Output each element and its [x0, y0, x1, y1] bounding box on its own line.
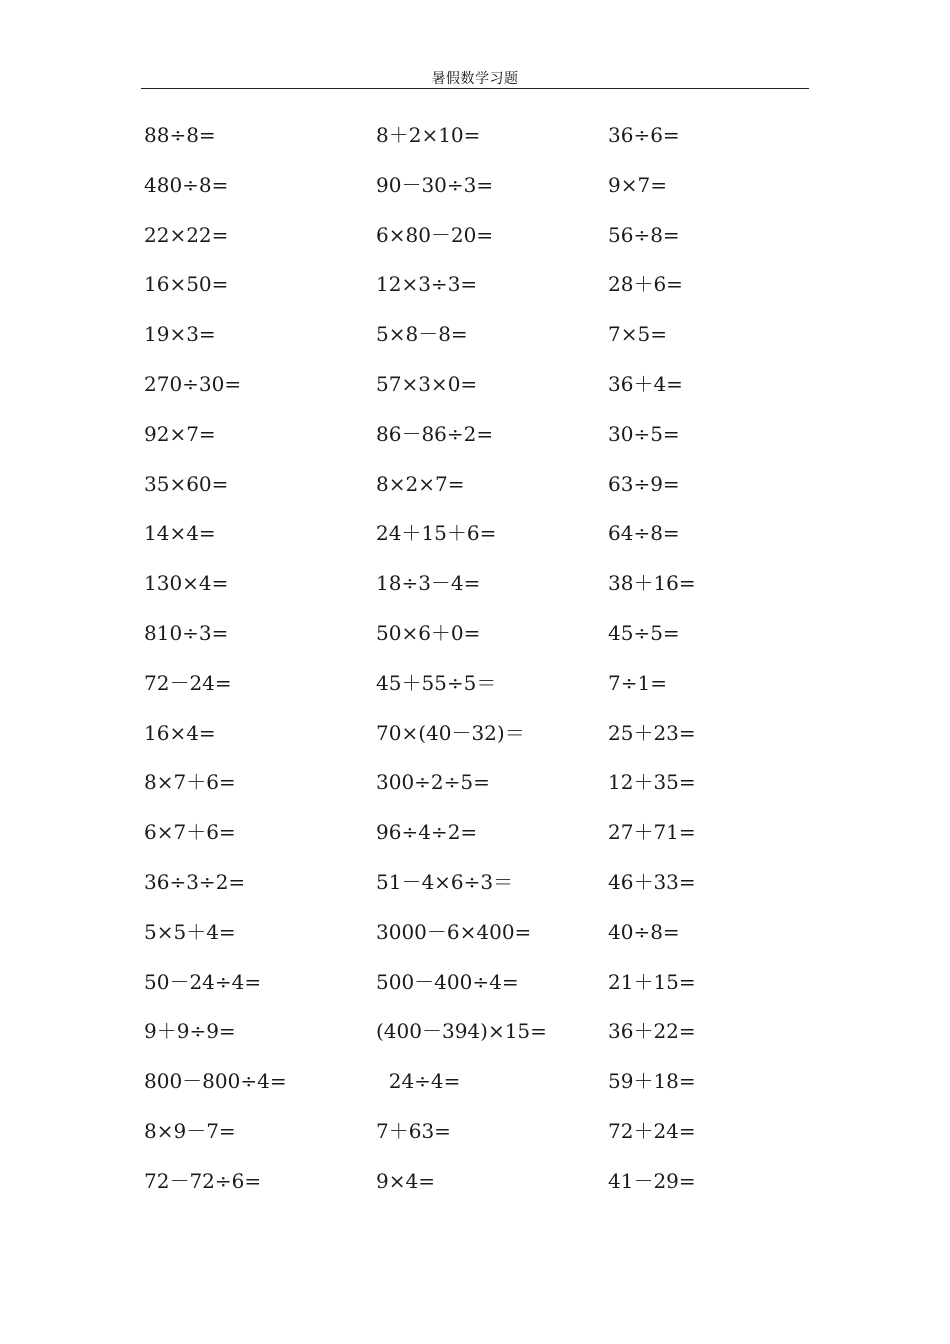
problem-c1-r18: 50－24÷4=: [144, 969, 262, 994]
problem-c3-r15: 27＋71=: [608, 820, 696, 845]
problem-c2-r3: 6×80－20=: [376, 222, 494, 247]
problem-c3-r18: 21＋15=: [608, 969, 696, 994]
problem-c1-r1: 88÷8=: [144, 123, 216, 147]
problem-c1-r19: 9＋9÷9=: [144, 1019, 236, 1044]
problem-c1-r3: 22×22=: [144, 222, 229, 247]
problem-c3-r7: 30÷5=: [608, 421, 680, 446]
problem-c2-r17: 3000－6×400=: [376, 919, 532, 944]
problem-c3-r13: 25＋23=: [608, 720, 696, 745]
problem-c2-r8: 8×2×7=: [376, 471, 465, 496]
problem-c1-r14: 8×7＋6=: [144, 770, 236, 795]
problem-c2-r10: 18÷3－4=: [376, 571, 481, 596]
problem-c3-r6: 36＋4=: [608, 372, 683, 396]
problem-c2-r12: 45＋55÷5＝: [376, 670, 497, 695]
problem-c1-r16: 36÷3÷2=: [144, 870, 246, 894]
problem-c3-r11: 45÷5=: [608, 621, 680, 645]
problem-c3-r1: 36÷6=: [608, 123, 680, 147]
problem-c2-r15: 96÷4÷2=: [376, 820, 478, 845]
problem-c1-r9: 14×4=: [144, 521, 216, 546]
problem-c1-r4: 16×50=: [144, 272, 229, 297]
problem-c2-r7: 86－86÷2=: [376, 421, 494, 446]
page-header-title: 暑假数学习题: [431, 71, 519, 87]
problem-c3-r19: 36＋22=: [608, 1019, 696, 1044]
problem-c1-r13: 16×4=: [144, 720, 216, 745]
problem-c3-r12: 7÷1=: [608, 670, 667, 695]
problem-c3-r5: 7×5=: [608, 322, 667, 347]
problem-c2-r11: 50×6＋0=: [376, 621, 481, 645]
problem-c1-r22: 72－72÷6=: [144, 1168, 262, 1193]
problem-c3-r2: 9×7=: [608, 172, 667, 197]
problem-c1-r11: 810÷3=: [144, 621, 229, 645]
problem-c1-r5: 19×3=: [144, 322, 216, 347]
problem-c3-r9: 64÷8=: [608, 521, 680, 546]
problem-c2-r5: 5×8－8=: [376, 322, 468, 347]
problem-c3-r4: 28＋6=: [608, 272, 683, 297]
problem-c3-r22: 41－29=: [608, 1168, 696, 1193]
problem-c2-r13: 70×(40－32)＝: [376, 720, 525, 745]
problem-c1-r2: 480÷8=: [144, 172, 229, 197]
problem-c3-r3: 56÷8=: [608, 222, 680, 247]
problem-c2-r16: 51－4×6÷3＝: [376, 870, 514, 894]
problem-c1-r21: 8×9－7=: [144, 1119, 236, 1143]
problem-c2-r6: 57×3×0=: [376, 372, 478, 396]
problem-c2-r21: 7＋63=: [376, 1119, 451, 1143]
problem-c2-r1: 8＋2×10=: [376, 123, 481, 147]
problem-c1-r15: 6×7＋6=: [144, 820, 236, 845]
problem-c1-r12: 72－24=: [144, 670, 232, 695]
problem-c2-r19: (400－394)×15=: [376, 1019, 547, 1044]
problem-c1-r6: 270÷30=: [144, 372, 242, 396]
problem-c3-r20: 59＋18=: [608, 1069, 696, 1094]
problem-c2-r20: 24÷4=: [376, 1069, 461, 1094]
problem-c2-r2: 90－30÷3=: [376, 172, 494, 197]
problem-c3-r14: 12＋35=: [608, 770, 696, 795]
problem-c3-r16: 46＋33=: [608, 870, 696, 894]
problem-c2-r18: 500－400÷4=: [376, 969, 519, 994]
problem-c3-r17: 40÷8=: [608, 919, 680, 944]
problem-c1-r7: 92×7=: [144, 421, 216, 446]
problem-c1-r8: 35×60=: [144, 471, 229, 496]
problem-c2-r4: 12×3÷3=: [376, 272, 478, 297]
problem-c3-r8: 63÷9=: [608, 471, 680, 496]
problem-c2-r22: 9×4=: [376, 1168, 435, 1193]
problem-c3-r10: 38＋16=: [608, 571, 696, 596]
problem-c1-r17: 5×5＋4=: [144, 919, 236, 944]
problem-c3-r21: 72＋24=: [608, 1119, 696, 1143]
problem-c2-r14: 300÷2÷5=: [376, 770, 490, 795]
problem-c1-r20: 800－800÷4=: [144, 1069, 287, 1094]
problem-c1-r10: 130×4=: [144, 571, 229, 596]
problem-c2-r9: 24＋15＋6=: [376, 521, 497, 546]
